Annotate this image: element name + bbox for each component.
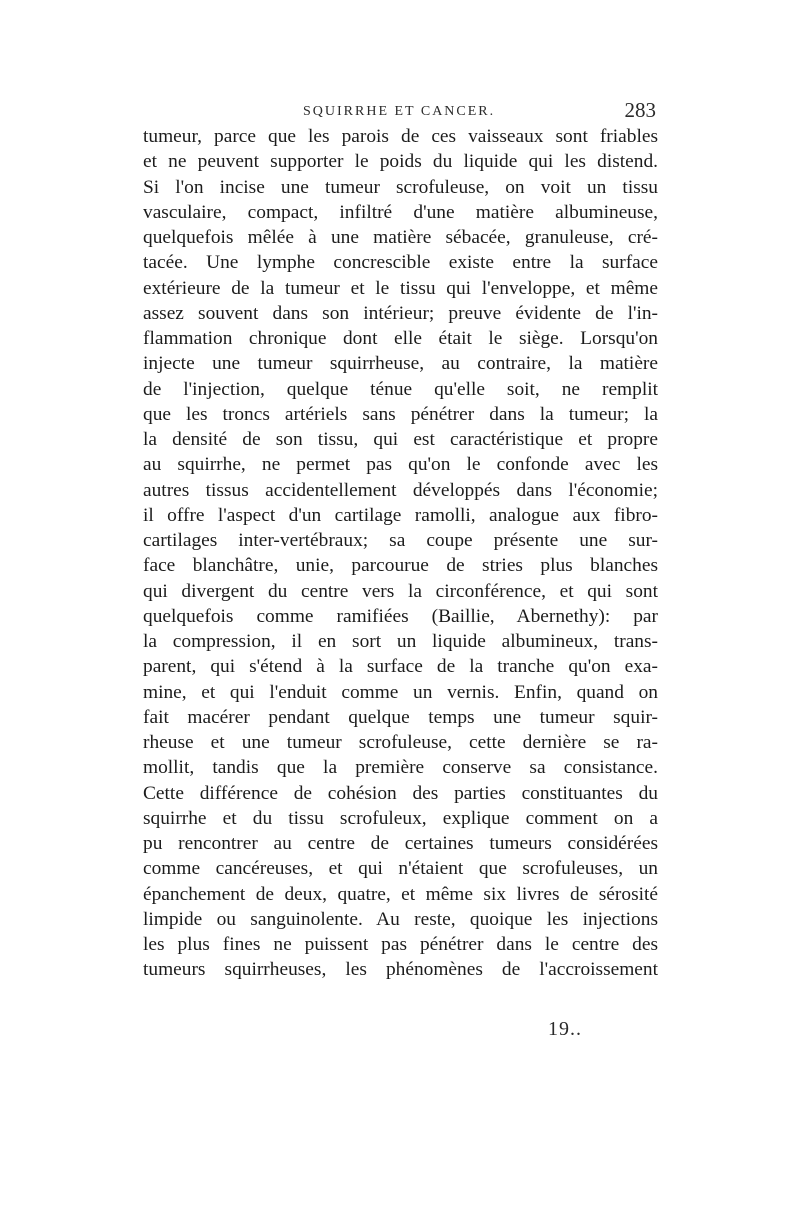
text-line: cartilages inter-vertébraux; sa coupe présente une sur- [143,530,658,551]
text-line: injecte une tumeur squirrheuse, au contraire, la matière [143,353,658,375]
text-line: mine, et qui l'enduit comme un vernis. Enfin, quand on [143,681,658,703]
text-line: mollit, tandis que la première conserve sa consistance. [143,757,658,779]
text-line: pu rencontrer au centre de certaines tumeurs considérées [143,833,658,854]
text-line: qui divergent du centre vers la circonférence, et qui sont [143,580,658,602]
text-line: les plus fines ne puissent pas pénétrer dans le centre des [143,934,658,955]
running-head: SQUIRRHE ET CANCER. [303,104,496,119]
text-line: épanchement de deux, quatre, et même six livres de sérosité [143,883,658,905]
text-line: et ne peuvent supporter le poids du liquide qui les distend. [143,151,658,173]
body-text [143,124,658,983]
text-line: face blanchâtre, unie, parcourue de stries plus blanches [143,555,658,577]
text-line: la compression, il en sort un liquide albumineux, trans- [143,631,658,652]
text-line: tumeurs squirrheuses, les phénomènes de l'accroissement [143,959,658,981]
text-line: la densité de son tissu, qui est caractéristique et propre [143,429,658,450]
text-line: Si l'on incise une tumeur scrofuleuse, on voit un tissu [143,176,658,198]
text-line: limpide ou sanguinolente. Au reste, quoique les injections [143,908,658,930]
text-line: comme cancéreuses, et qui n'étaient que scrofuleuses, un [143,858,658,880]
text-line: extérieure de la tumeur et le tissu qui l'enveloppe, et même [143,277,658,299]
text-line: que les troncs artériels sans pénétrer dans la tumeur; la [143,403,658,425]
text-line: flammation chronique dont elle était le siège. Lorsqu'on [143,328,658,349]
text-line: vasculaire, compact, infiltré d'une matière albumineuse, [143,201,658,223]
text-line: il offre l'aspect d'un cartilage ramolli, analogue aux fibro- [143,504,658,526]
text-line: tacée. Une lymphe concrescible existe entre la surface [143,252,658,274]
text-line: fait macérer pendant quelque temps une tumeur squir- [143,706,658,728]
text-line: parent, qui s'étend à la surface de la tranche qu'on exa- [143,656,658,678]
text-line: rheuse et une tumeur scrofuleuse, cette dernière se ra- [143,732,658,753]
text-line: quelquefois comme ramifiées (Baillie, Abernethy): par [143,605,658,627]
text-line: squirrhe et du tissu scrofuleux, explique comment on a [143,807,658,829]
text-line: assez souvent dans son intérieur; preuve évidente de l'in- [143,302,658,324]
text-line: de l'injection, quelque ténue qu'elle soit, ne remplit [143,378,658,400]
page-header [143,96,658,126]
signature-mark: 19.. [548,1018,582,1040]
text-line: quelquefois mêlée à une matière sébacée, granuleuse, cré- [143,227,658,248]
page-number: 283 [624,98,656,122]
text-line: autres tissus accidentellement développés dans l'économie; [143,479,658,501]
text-line: Cette différence de cohésion des parties constituantes du [143,782,658,804]
text-line: tumeur, parce que les parois de ces vaisseaux sont friables [143,126,658,147]
text-line: au squirrhe, ne permet pas qu'on le confonde avec les [143,454,658,476]
